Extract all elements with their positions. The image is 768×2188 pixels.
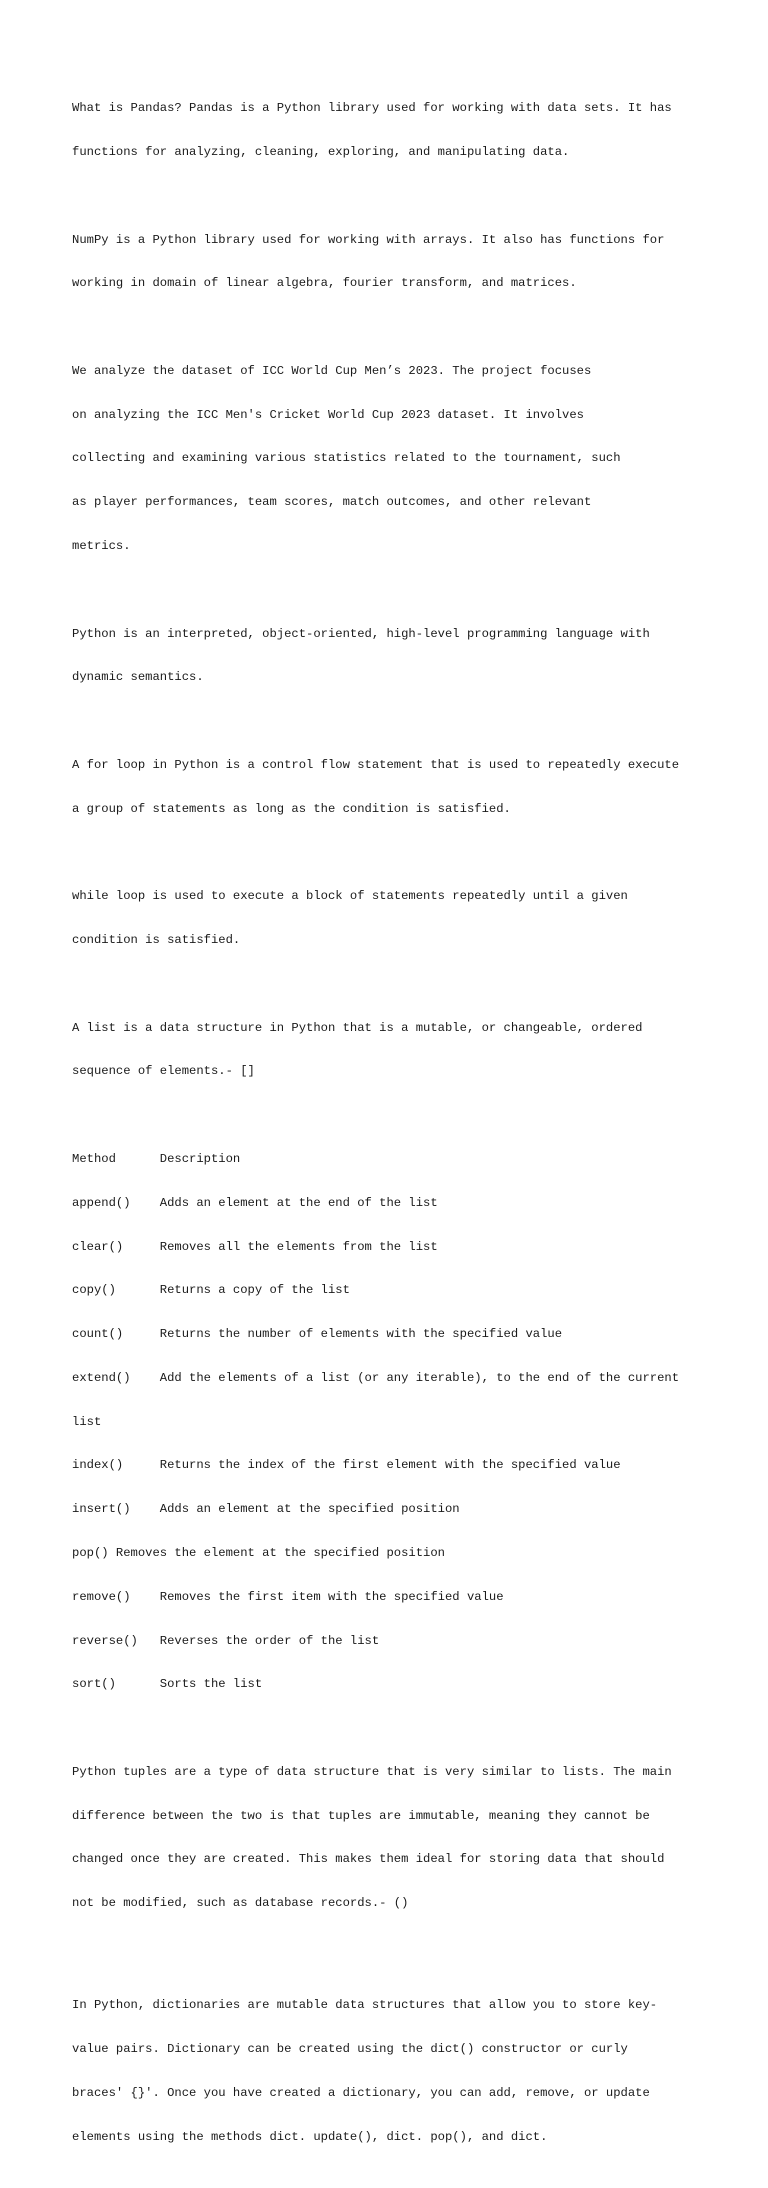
table-row: list bbox=[72, 1414, 102, 1429]
list-paragraph bbox=[72, 991, 712, 1108]
table-row: insert() Adds an element at the specified position bbox=[72, 1502, 460, 1517]
python-paragraph bbox=[72, 597, 712, 714]
table-row: index() Returns the index of the first element with the specified value bbox=[72, 1458, 621, 1473]
text-line: collecting and examining various statistics related to the tournament, such bbox=[72, 451, 621, 466]
text-line: sequence of elements.- [] bbox=[72, 1064, 255, 1079]
document-page bbox=[72, 72, 712, 2188]
table-row: sort() Sorts the list bbox=[72, 1677, 263, 1692]
table-row: remove() Removes the first item with the specified value bbox=[72, 1589, 504, 1604]
dataset-paragraph bbox=[72, 335, 712, 583]
table-row: reverse() Reverses the order of the list bbox=[72, 1633, 380, 1648]
text-line: working in domain of linear algebra, fourier transform, and matrices. bbox=[72, 276, 577, 291]
list-methods-table bbox=[72, 1123, 712, 1721]
text-line: while loop is used to execute a block of statements repeatedly until a given bbox=[72, 889, 628, 904]
table-row: copy() Returns a copy of the list bbox=[72, 1283, 350, 1298]
text-line: A list is a data structure in Python that is a mutable, or changeable, ordered bbox=[72, 1020, 643, 1035]
text-line: value pairs. Dictionary can be created using the dict() constructor or curly bbox=[72, 2042, 628, 2057]
table-header-row: Method Description bbox=[72, 1151, 241, 1166]
text-line: We analyze the dataset of ICC World Cup Men’s 2023. The project focuses bbox=[72, 363, 592, 378]
text-line: What is Pandas? Pandas is a Python library used for working with data sets. It has bbox=[72, 101, 672, 116]
pandas-paragraph bbox=[72, 72, 712, 189]
while-loop-paragraph bbox=[72, 860, 712, 977]
numpy-paragraph bbox=[72, 203, 712, 320]
for-loop-paragraph bbox=[72, 729, 712, 846]
text-line: metrics. bbox=[72, 539, 131, 553]
text-line: In Python, dictionaries are mutable data structures that allow you to store key- bbox=[72, 1998, 658, 2013]
text-line: elements using the methods dict. update(), dict. pop(), and dict. bbox=[72, 2129, 548, 2144]
text-line: Python tuples are a type of data structure that is very similar to lists. The main bbox=[72, 1764, 672, 1779]
text-line: condition is satisfied. bbox=[72, 933, 241, 948]
text-line: difference between the two is that tuples are immutable, meaning they cannot be bbox=[72, 1808, 650, 1823]
text-line: a group of statements as long as the condition is satisfied. bbox=[72, 801, 511, 816]
text-line: changed once they are created. This makes them ideal for storing data that should bbox=[72, 1852, 665, 1867]
text-line: A for loop in Python is a control flow statement that is used to repeatedly execute bbox=[72, 757, 680, 772]
table-row: clear() Removes all the elements from the list bbox=[72, 1239, 438, 1254]
text-line: as player performances, team scores, match outcomes, and other relevant bbox=[72, 495, 592, 510]
text-line: dynamic semantics. bbox=[72, 670, 204, 685]
table-row: append() Adds an element at the end of the list bbox=[72, 1195, 438, 1210]
text-line: NumPy is a Python library used for working with arrays. It also has functions for bbox=[72, 232, 665, 247]
text-line: braces' {}'. Once you have created a dictionary, you can add, remove, or update bbox=[72, 2085, 650, 2100]
table-row: count() Returns the number of elements with the specified value bbox=[72, 1327, 563, 1342]
tuples-paragraph bbox=[72, 1736, 712, 1940]
text-line: Python is an interpreted, object-oriented, high-level programming language with bbox=[72, 626, 650, 641]
text-line: on analyzing the ICC Men's Cricket World Cup 2023 dataset. It involves bbox=[72, 407, 584, 422]
text-line: functions for analyzing, cleaning, exploring, and manipulating data. bbox=[72, 144, 570, 159]
text-line: not be modified, such as database records.- () bbox=[72, 1896, 409, 1911]
table-row: pop() Removes the element at the specified position bbox=[72, 1545, 445, 1560]
dictionaries-paragraph bbox=[72, 1969, 712, 2173]
table-row: extend() Add the elements of a list (or any iterable), to the end of the current bbox=[72, 1370, 680, 1385]
